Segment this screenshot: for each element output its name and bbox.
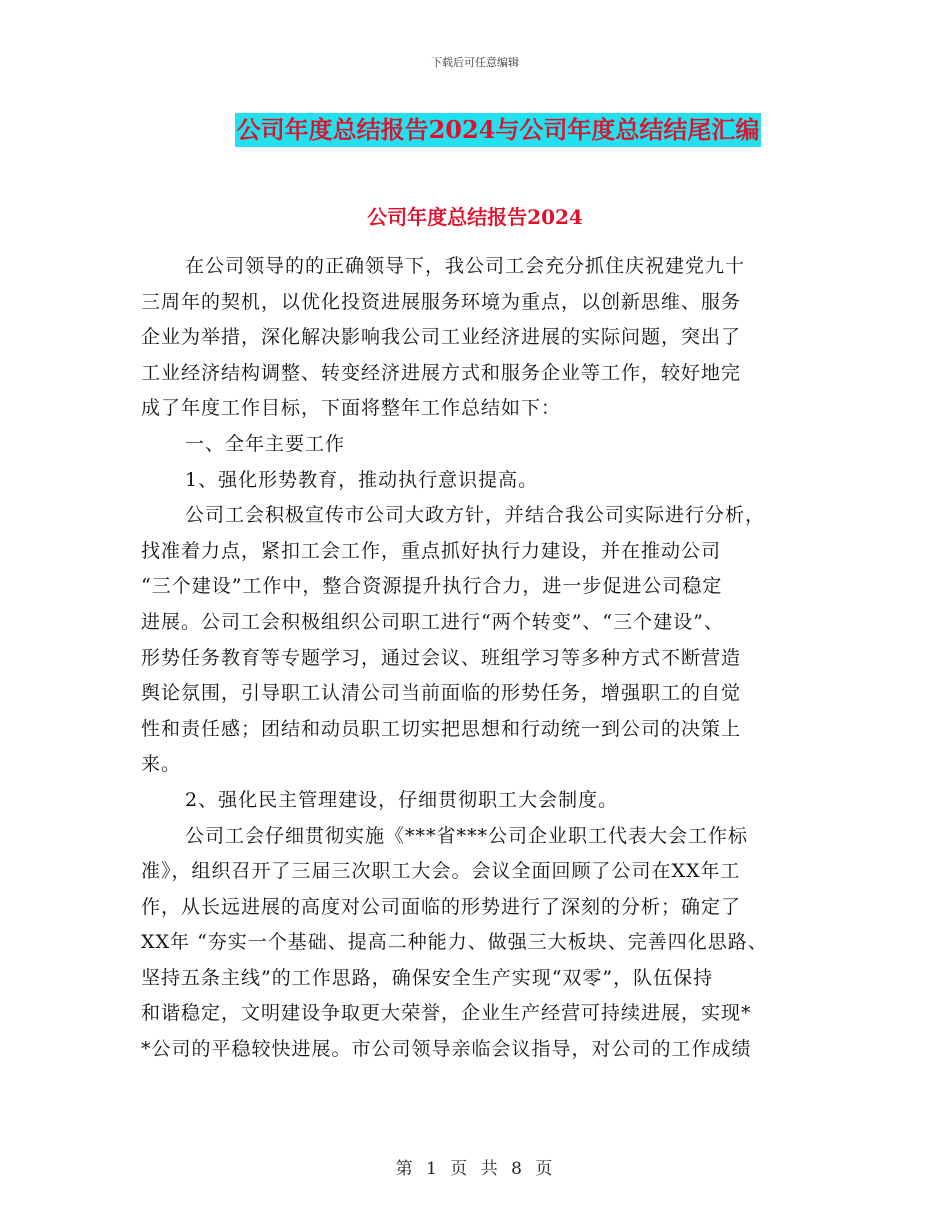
text-line: 性和责任感；团结和动员职工切实把思想和行动统一到公司的决策上 — [141, 717, 742, 740]
header-note: 下载后可任意编辑 — [431, 56, 519, 69]
text-line: 公司工会仔细贯彻实施《***省***公司企业职工代表大会工作标 — [185, 824, 749, 847]
text-line: 作，从长远进展的高度对公司面临的形势进行了深刻的分析；确定了 — [141, 895, 742, 918]
document-title-container — [0, 113, 950, 147]
page-footer: 第 1 页 共 8 页 — [395, 1159, 555, 1179]
body-text — [141, 249, 813, 1068]
text-line: XX年 “夯实一个基础、提高二种能力、做强三大板块、完善四化思路、 — [141, 931, 768, 954]
text-line: 和谐稳定，文明建设争取更大荣誉，企业生产经营可持续进展，实现* — [141, 1002, 752, 1025]
section-title: 公司年度总结报告2024 — [367, 205, 583, 229]
text-line: 工业经济结构调整、转变经济进展方式和服务企业等工作，较好地完 — [141, 361, 742, 384]
document-title: 公司年度总结报告2024与公司年度总结结尾汇编 — [235, 113, 762, 147]
text-line: 准》，组织召开了三届三次职工大会。会议全面回顾了公司在XX年工 — [141, 860, 741, 883]
text-line: 进展。公司工会积极组织公司职工进行“两个转变”、“三个建设”、 — [141, 610, 724, 633]
text-line: 成了年度工作目标，下面将整年工作总结如下： — [141, 397, 562, 420]
text-line: 来。 — [141, 753, 182, 776]
section-heading: 一、全年主要工作 — [185, 432, 346, 455]
text-line: 在公司领导的的正确领导下，我公司工会充分抓住庆祝建党九十 — [185, 255, 746, 277]
text-line: 三周年的契机，以优化投资进展服务环境为重点，以创新思维、服务 — [141, 290, 742, 313]
text-line: “三个建设”工作中，整合资源提升执行合力，进一步促进公司稳定 — [141, 575, 723, 598]
text-line: 舆论氛围，引导职工认清公司当前面临的形势任务，增强职工的自觉 — [141, 682, 742, 705]
text-line: *公司的平稳较快进展。市公司领导亲临会议指导，对公司的工作成绩 — [141, 1038, 752, 1061]
text-line: 企业为举措，深化解决影响我公司工业经济进展的实际问题，突出了 — [141, 326, 742, 349]
text-line: 坚持五条主线”的工作思路，确保安全生产实现“双零”，队伍保持 — [141, 966, 714, 989]
text-line: 公司工会积极宣传市公司大政方针，并结合我公司实际进行分析， — [185, 504, 766, 527]
subsection-heading: 2、强化民主管理建设，仔细贯彻职工大会制度。 — [185, 788, 619, 811]
subsection-heading: 1、强化形势教育，推动执行意识提高。 — [185, 468, 539, 491]
text-line: 形势任务教育等专题学习，通过会议、班组学习等多种方式不断营造 — [141, 646, 742, 669]
text-line: 找准着力点，紧扣工会工作，重点抓好执行力建设，并在推动公司 — [141, 539, 722, 562]
